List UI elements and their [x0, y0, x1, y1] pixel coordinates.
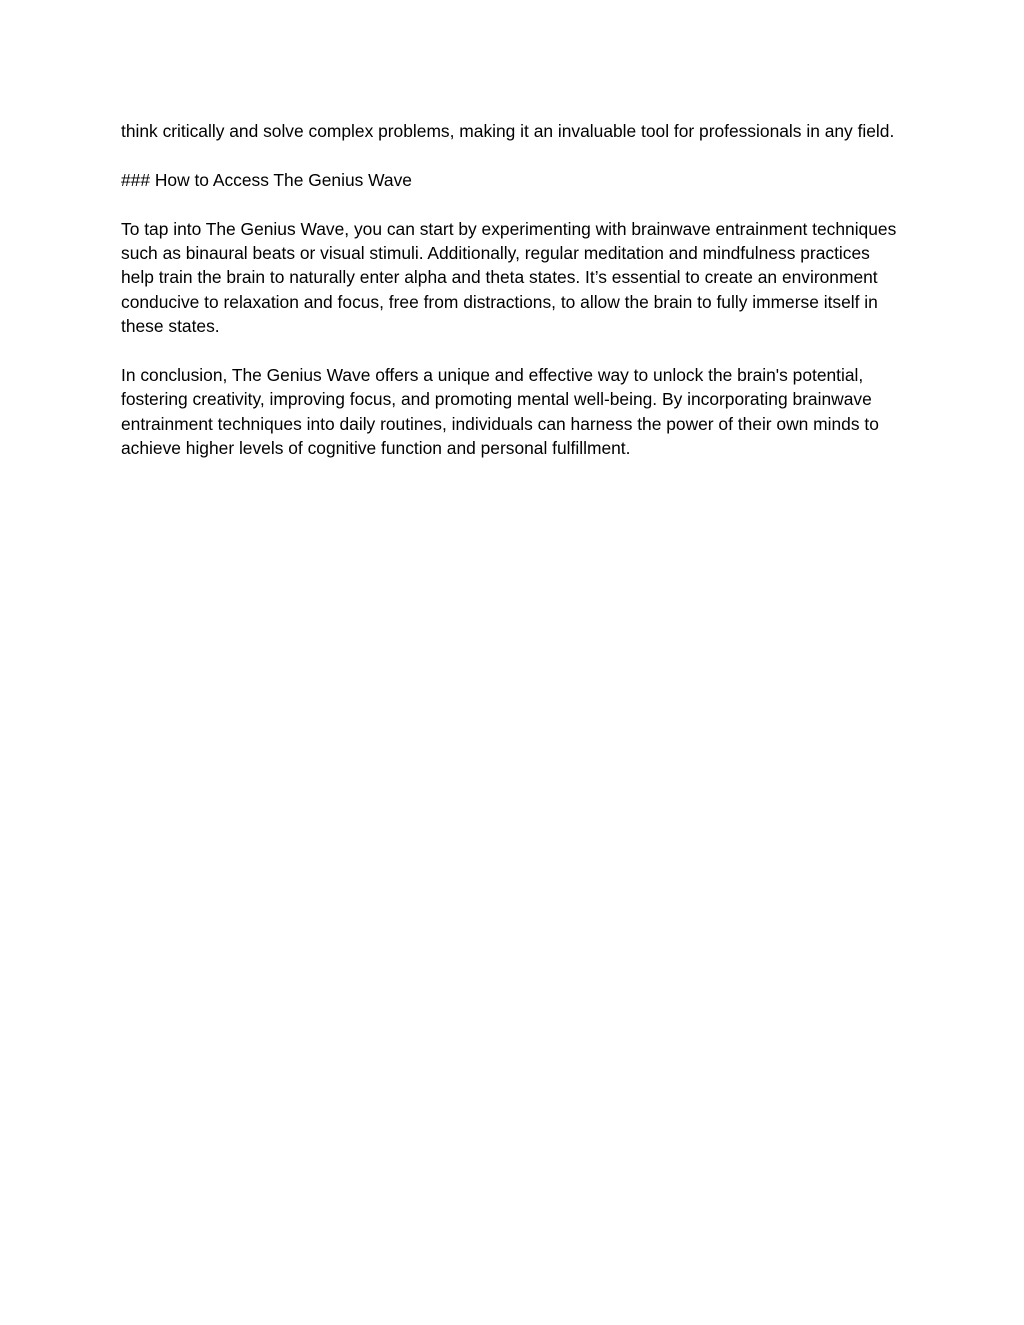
paragraph-continuation: think critically and solve complex problems, making it an invaluable tool for professionals in any field.: [121, 121, 895, 141]
document-body: [121, 119, 901, 485]
paragraph-conclusion: In conclusion, The Genius Wave offers a unique and effective way to unlock the brain's potential, fostering creativity, improving focus, and promoting mental well-being. By incorporating brainwave entrainment techniques into daily routines, individuals can harness the power of their own minds to achieve higher levels of cognitive function and personal fulfillment.: [121, 365, 879, 459]
paragraph-access: To tap into The Genius Wave, you can start by experimenting with brainwave entrainment techniques such as binaural beats or visual stimuli. Additionally, regular meditation and mindfulness practices help train the brain to naturally enter alpha and theta states. It’s essential to create an environment conducive to relaxation and focus, free from distractions, to allow the brain to fully immerse itself in these states.: [121, 218, 897, 337]
section-heading: ### How to Access The Genius Wave: [121, 169, 412, 190]
